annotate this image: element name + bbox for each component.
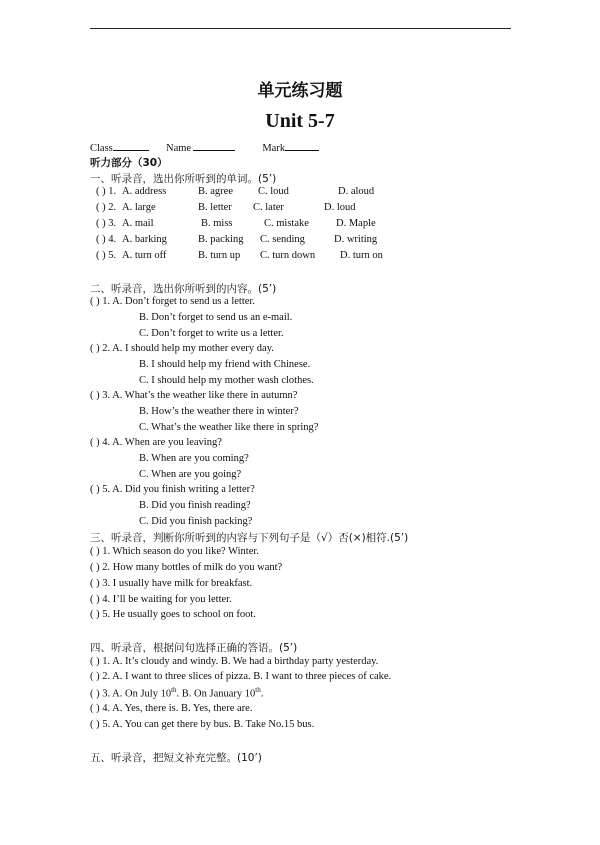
list-item: ( ) 5. A. Did you finish writing a letter?: [90, 484, 255, 495]
list-item: C. Don’t forget to write us a letter.: [139, 328, 284, 339]
list-item: ( ) 2. A. I should help my mother every day.: [90, 343, 274, 354]
section5-heading: 五、听录音，把短文补充完整。(10’): [90, 752, 262, 764]
list-item: ( ) 5. He usually goes to school on foot.: [90, 609, 256, 620]
section4-heading: 四、听录音，根据问句选择正确的答语。(5’): [90, 642, 298, 654]
class-label: Class: [90, 143, 113, 154]
list-item: C. When are you going?: [139, 469, 242, 480]
list-item: ( ) 1. Which season do you like? Winter.: [90, 546, 259, 557]
list-item: ( ) 3. I usually have milk for breakfast.: [90, 578, 253, 589]
list-item: C. Did you finish packing?: [139, 516, 253, 527]
student-info-row: [90, 140, 319, 154]
name-label: Name: [166, 143, 192, 154]
list-item: ( ) 4. A. Yes, there is. B. Yes, there are.: [90, 703, 253, 714]
list-item: ( ) 3. A. On July 10th. B. On January 10th.: [90, 686, 264, 700]
list-item: ( ) 5. A. You can get there by bus. B. Take No.15 bus.: [90, 719, 315, 730]
section1-heading: 一、听录音，选出你所听到的单词。(5’): [90, 173, 277, 185]
mark-blank[interactable]: [285, 140, 319, 151]
top-rule: [90, 28, 511, 29]
list-item: C. I should help my mother wash clothes.: [139, 375, 314, 386]
mark-label: Mark: [262, 143, 286, 154]
list-item: ( ) 3. A. What’s the weather like there in autumn?: [90, 390, 298, 401]
list-item: ( ) 2. A. I want to three slices of pizza. B. I want to three pieces of cake.: [90, 671, 392, 682]
name-blank[interactable]: [193, 140, 235, 151]
list-item: C. What’s the weather like there in spring?: [139, 422, 319, 433]
section2-heading: 二、听录音，选出你所听到的内容。(5’): [90, 283, 277, 295]
section3-heading: 三、听录音，判断你所听到的内容与下列句子是（√）否(×)相符.(5’): [90, 532, 409, 544]
list-item: B. How’s the weather there in winter?: [139, 406, 299, 417]
unit-subtitle: Unit 5-7: [265, 110, 335, 132]
list-item: ( ) 4. A. When are you leaving?: [90, 437, 222, 448]
list-item: B. When are you coming?: [139, 453, 249, 464]
part-label: 听力部分（30）: [90, 157, 168, 169]
list-item: ( ) 2. How many bottles of milk do you want?: [90, 562, 283, 573]
list-item: ( ) 1. A. Don’t forget to send us a letter.: [90, 296, 255, 307]
class-blank[interactable]: [113, 140, 149, 151]
list-item: B. Don’t forget to send us an e-mail.: [139, 312, 293, 323]
page-title: 单元练习题: [257, 81, 343, 101]
list-item: ( ) 4. I’ll be waiting for you letter.: [90, 594, 232, 605]
list-item: ( ) 1. A. It’s cloudy and windy. B. We had a birthday party yesterday.: [90, 656, 379, 667]
list-item: B. I should help my friend with Chinese.: [139, 359, 311, 370]
list-item: B. Did you finish reading?: [139, 500, 251, 511]
